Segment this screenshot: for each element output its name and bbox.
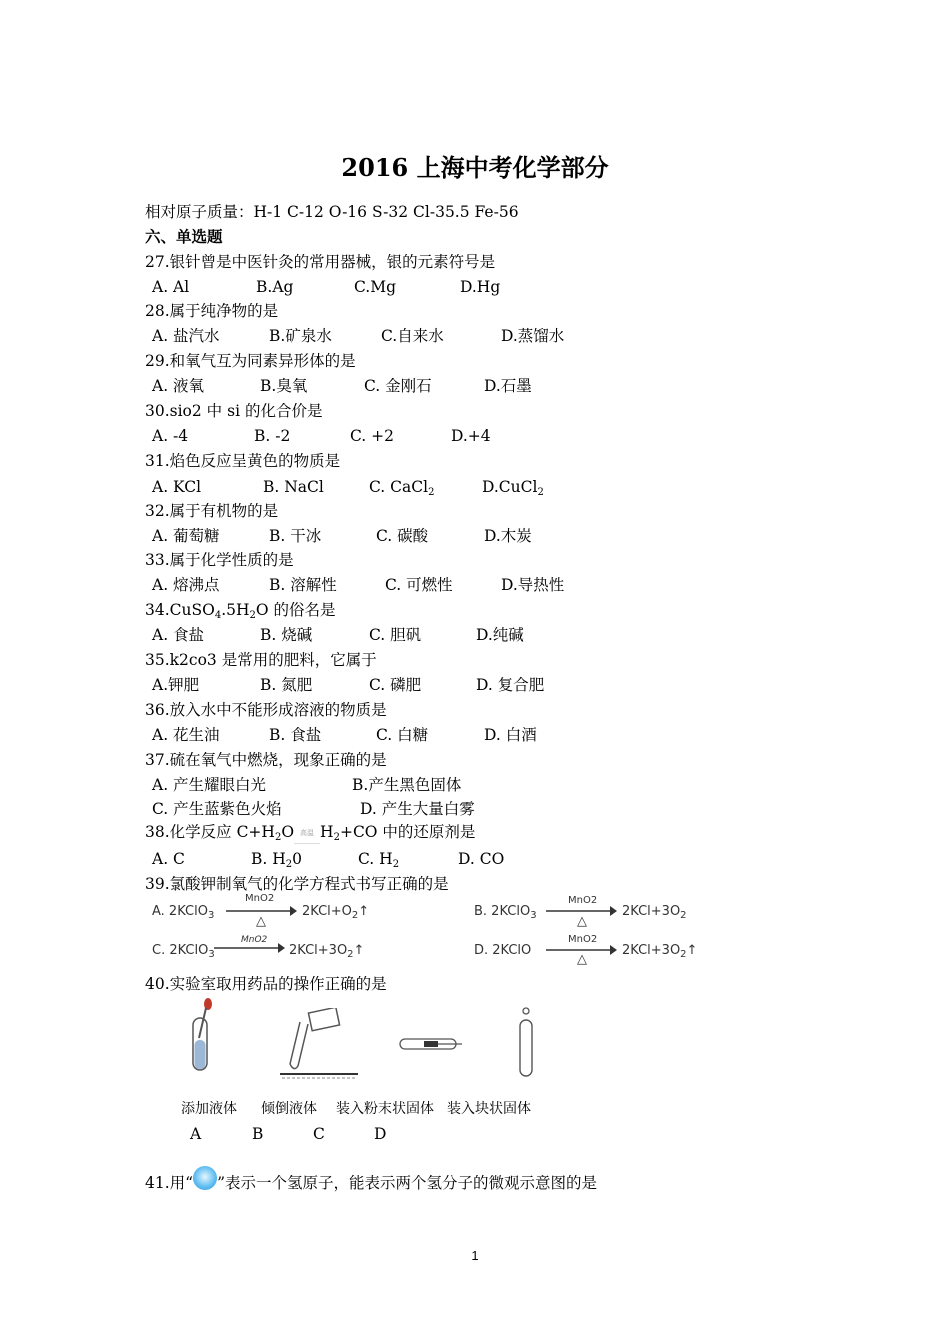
q27-option-b: B.Ag bbox=[256, 278, 294, 296]
q37-option-b: B.产生黑色固体 bbox=[352, 776, 462, 794]
high-temp-condition: 高温 bbox=[294, 823, 320, 844]
figure-d-add-block bbox=[515, 1006, 537, 1078]
q39-eq-d-catalyst: MnO2 bbox=[568, 934, 598, 945]
q41-stem: 41.用“ ”表示一个氢原子，能表示两个氢分子的微观示意图的是 bbox=[145, 1166, 597, 1193]
figure-d-label: D bbox=[374, 1125, 387, 1143]
q39-stem: 39.氯酸钾制氧气的化学方程式书写正确的是 bbox=[145, 875, 449, 893]
figure-c-label: C bbox=[313, 1125, 325, 1143]
q39-eq-d-left: D. 2KClO bbox=[474, 943, 532, 958]
q34-stem: $34.CuSO_4.5H_2O$ 的俗名是 bbox=[145, 601, 336, 621]
q28-option-c: C.自来水 bbox=[381, 327, 444, 345]
figure-c-caption: 装入粉末状固体 bbox=[336, 1101, 434, 1117]
q31-option-b: B. NaCl bbox=[263, 478, 324, 496]
q34-option-d: D.纯碱 bbox=[476, 626, 524, 644]
q35-option-b: B. 氮肥 bbox=[260, 676, 313, 694]
q37-option-d: D. 产生大量白雾 bbox=[360, 800, 475, 818]
q27-option-d: D.Hg bbox=[460, 278, 501, 296]
q28-option-b: B.矿泉水 bbox=[269, 327, 332, 345]
q29-option-b: B.臭氧 bbox=[260, 377, 308, 395]
q37-option-a: A. 产生耀眼白光 bbox=[152, 776, 267, 794]
q37-option-c: C. 产生蓝紫色火焰 bbox=[152, 800, 282, 818]
q39-eq-b-heat: △ bbox=[577, 914, 587, 929]
q30-option-a: A. -4 bbox=[152, 427, 189, 445]
q30-option-c: C. +2 bbox=[350, 427, 395, 445]
q39-eq-a-left: A. 2KClO$_3$ bbox=[152, 904, 215, 921]
q39-eq-b-right: $2KCl+3O_2$ bbox=[622, 904, 687, 921]
figure-b-pour-liquid bbox=[278, 1008, 360, 1080]
q33-option-b: B. 溶解性 bbox=[269, 576, 337, 594]
q29-stem: 29.和氧气互为同素异形体的是 bbox=[145, 352, 356, 370]
q28-option-d: D.蒸馏水 bbox=[501, 327, 565, 345]
q31-stem: 31.焰色反应呈黄色的物质是 bbox=[145, 452, 341, 470]
q39-eq-c-arrow bbox=[214, 942, 286, 954]
q31-option-c: C. CaCl$_2$ bbox=[369, 478, 435, 498]
q38-stem: 38.化学反应 $C+H_2O$ 高温 $H_2+CO$ 中的还原剂是 bbox=[145, 823, 476, 843]
q32-option-b: B. 干冰 bbox=[269, 527, 322, 545]
q27-option-a: A. Al bbox=[152, 278, 190, 296]
figure-b-label: B bbox=[252, 1125, 264, 1143]
q39-eq-a-catalyst: MnO2 bbox=[245, 893, 275, 904]
q36-stem: 36.放入水中不能形成溶液的物质是 bbox=[145, 701, 387, 719]
q27-option-c: C.Mg bbox=[354, 278, 397, 296]
q37-stem: 37.硫在氧气中燃烧，现象正确的是 bbox=[145, 751, 387, 769]
q29-option-d: D.石墨 bbox=[484, 377, 532, 395]
figure-a-caption: 添加液体 bbox=[181, 1101, 237, 1117]
figure-b-caption: 倾倒液体 bbox=[261, 1101, 317, 1117]
q34-option-c: C. 胆矾 bbox=[369, 626, 422, 644]
q33-option-d: D.导热性 bbox=[501, 576, 565, 594]
page-number: 1 bbox=[471, 1248, 479, 1263]
q32-option-d: D.木炭 bbox=[484, 527, 532, 545]
q38-option-b: B. $H_20$ bbox=[251, 850, 303, 870]
q35-option-c: C. 磷肥 bbox=[369, 676, 422, 694]
q30-option-b: B. -2 bbox=[254, 427, 291, 445]
atomic-mass-line: 相对原子质量：H-1 C-12 O-16 S-32 Cl-35.5 Fe-56 bbox=[145, 203, 519, 221]
q39-eq-a-right: $2KCl+O_2↑$ bbox=[302, 904, 370, 921]
q35-option-a: A.钾肥 bbox=[152, 676, 200, 694]
q38-option-a: A. C bbox=[152, 850, 185, 868]
figure-a-add-liquid bbox=[186, 996, 220, 1078]
q38-option-d: D. CO bbox=[458, 850, 505, 868]
q31-option-d: D.CuCl$_2$ bbox=[482, 478, 544, 498]
q30-stem: 30.sio2 中 si 的化合价是 bbox=[145, 402, 323, 420]
q39-eq-b-catalyst: MnO2 bbox=[568, 895, 598, 906]
q40-stem: 40.实验室取用药品的操作正确的是 bbox=[145, 975, 387, 993]
figure-a-label: A bbox=[190, 1125, 202, 1143]
figure-d-caption: 装入块状固体 bbox=[447, 1101, 531, 1117]
section-heading: 六、单选题 bbox=[145, 227, 223, 246]
q39-eq-a-heat: △ bbox=[256, 914, 266, 929]
q34-option-b: B. 烧碱 bbox=[260, 626, 313, 644]
q36-option-d: D. 白酒 bbox=[484, 726, 537, 744]
q30-option-d: D.+4 bbox=[451, 427, 491, 445]
page-title: 2016 上海中考化学部分 bbox=[341, 153, 609, 182]
hydrogen-atom-icon bbox=[193, 1166, 217, 1190]
q32-stem: 32.属于有机物的是 bbox=[145, 502, 279, 520]
q29-option-c: C. 金刚石 bbox=[364, 377, 432, 395]
q33-option-c: C. 可燃性 bbox=[385, 576, 453, 594]
q38-option-c: C. $H_2$ bbox=[358, 850, 400, 870]
figure-c-add-powder bbox=[398, 1036, 464, 1052]
q28-stem: 28.属于纯净物的是 bbox=[145, 302, 279, 320]
q27-stem: 27.银针曾是中医针灸的常用器械，银的元素符号是 bbox=[145, 253, 496, 271]
q39-eq-d-heat: △ bbox=[577, 952, 587, 967]
q31-option-a: A. KCl bbox=[152, 478, 202, 496]
q39-eq-c-catalyst: MnO2 bbox=[241, 935, 268, 945]
q36-option-c: C. 白糖 bbox=[376, 726, 429, 744]
q36-option-b: B. 食盐 bbox=[269, 726, 322, 744]
q39-eq-d-right: $2KCl+3O_2↑$ bbox=[622, 943, 698, 960]
q29-option-a: A. 液氧 bbox=[152, 377, 205, 395]
q32-option-a: A. 葡萄糖 bbox=[152, 527, 220, 545]
q33-option-a: A. 熔沸点 bbox=[152, 576, 220, 594]
q35-stem: 35.k2co3 是常用的肥料，它属于 bbox=[145, 651, 377, 669]
q39-eq-b-left: B. 2KClO$_3$ bbox=[474, 904, 537, 921]
q34-option-a: A. 食盐 bbox=[152, 626, 205, 644]
q35-option-d: D. 复合肥 bbox=[476, 676, 545, 694]
q39-eq-c-left: C. 2KClO$_3$ bbox=[152, 943, 215, 960]
q33-stem: 33.属于化学性质的是 bbox=[145, 551, 294, 569]
q32-option-c: C. 碳酸 bbox=[376, 527, 429, 545]
q39-eq-c-right: $2KCl+3O_2↑$ bbox=[289, 943, 365, 960]
q28-option-a: A. 盐汽水 bbox=[152, 327, 220, 345]
q36-option-a: A. 花生油 bbox=[152, 726, 220, 744]
